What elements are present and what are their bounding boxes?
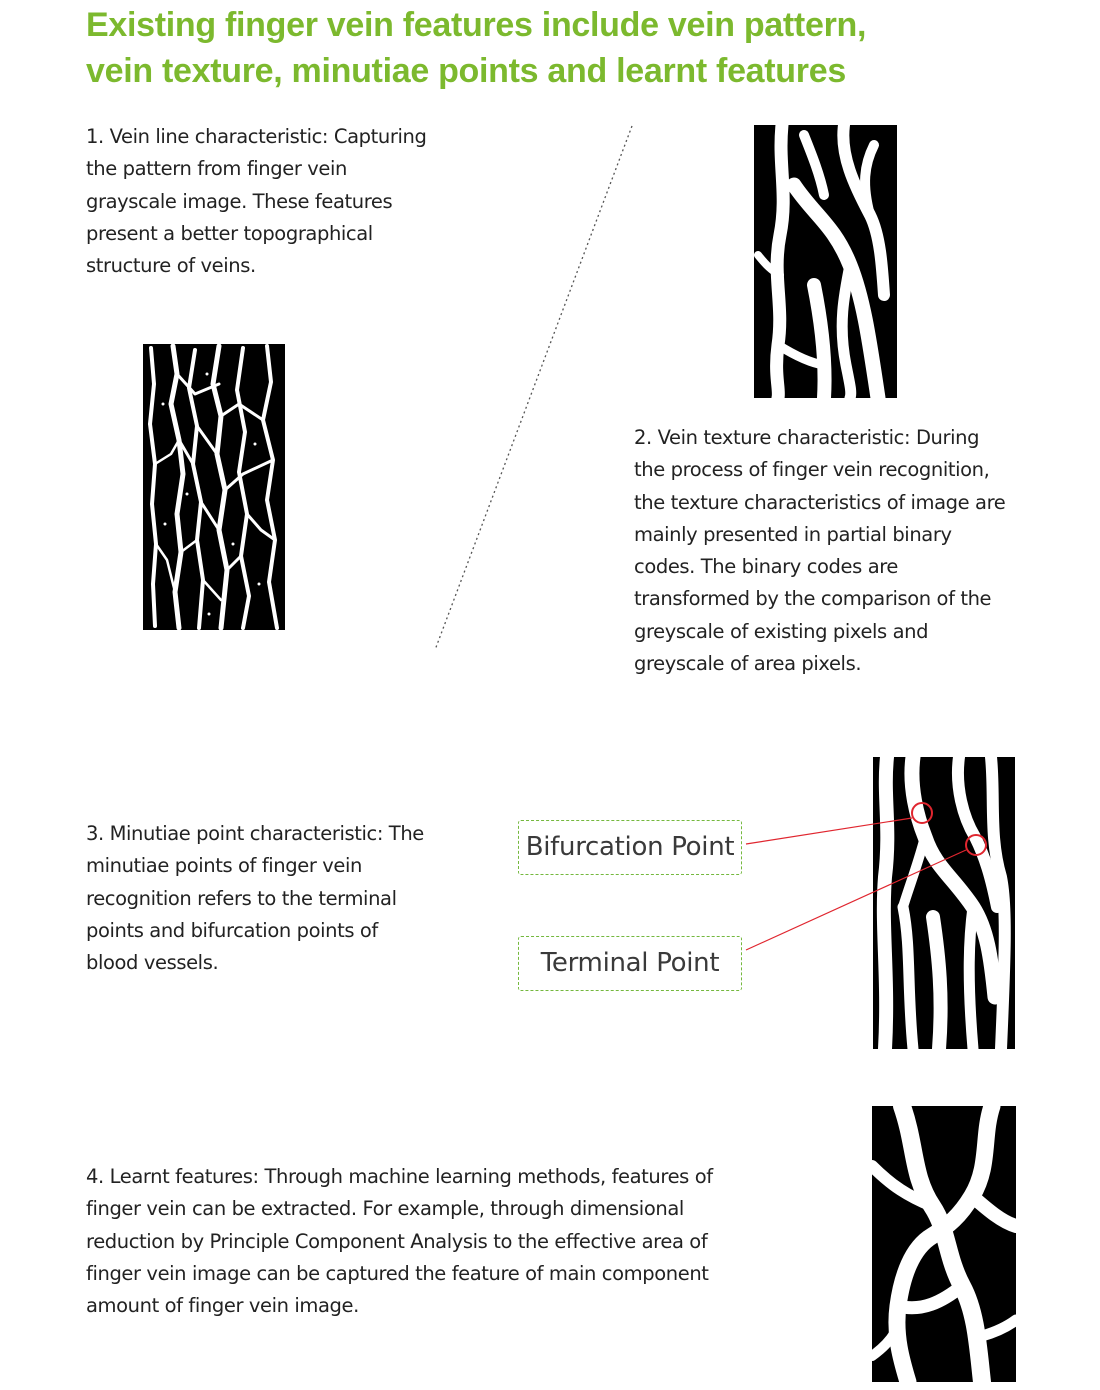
- text-line: 3. Minutiae point characteristic: The: [86, 822, 424, 845]
- text-line: points and bifurcation points of: [86, 918, 378, 942]
- text-line: the pattern from finger vein: [86, 157, 347, 181]
- page-title: [86, 2, 1046, 94]
- text-line: 4. Learnt features: Through machine learning methods, features of: [86, 1165, 713, 1188]
- text-line: the texture characteristics of image are: [634, 490, 1006, 514]
- terminal-point-label: Terminal Point: [518, 936, 742, 991]
- bifurcation-point-label: Bifurcation Point: [518, 820, 742, 875]
- text-line: present a better topographical: [86, 221, 373, 245]
- title-line-2: vein texture, minutiae points and learnt features: [86, 52, 846, 90]
- vein-line-description: [86, 121, 426, 282]
- text-line: 2. Vein texture characteristic: During: [634, 426, 980, 449]
- text-line: mainly presented in partial binary: [634, 522, 952, 546]
- text-line: 1. Vein line characteristic: Capturing: [86, 125, 427, 148]
- text-line: finger vein can be extracted. For example, through dimensional: [86, 1197, 684, 1221]
- text-line: blood vessels.: [86, 951, 219, 975]
- text-line: reduction by Principle Component Analysis to the effective area of: [86, 1229, 708, 1253]
- diagonal-dotted-divider: [435, 126, 632, 650]
- text-line: grayscale image. These features: [86, 189, 393, 213]
- text-line: codes. The binary codes are: [634, 555, 899, 579]
- text-line: greyscale of existing pixels and: [634, 619, 929, 643]
- text-line: amount of finger vein image.: [86, 1294, 359, 1318]
- text-line: minutiae points of finger vein: [86, 854, 362, 878]
- learnt-features-image: [872, 1106, 1016, 1382]
- vein-texture-description: [634, 422, 1005, 680]
- vein-pattern-image: [143, 344, 285, 630]
- text-line: greyscale of area pixels.: [634, 652, 862, 676]
- text-line: the process of finger vein recognition,: [634, 458, 990, 482]
- text-line: transformed by the comparison of the: [634, 587, 992, 611]
- title-line-1: Existing finger vein features include vein pattern,: [86, 6, 867, 44]
- minutiae-description: [86, 818, 424, 979]
- text-line: recognition refers to the terminal: [86, 886, 397, 910]
- text-line: finger vein image can be captured the feature of main component: [86, 1261, 709, 1285]
- vein-texture-image: [754, 125, 897, 398]
- learnt-features-description: [86, 1161, 713, 1322]
- minutiae-image: [873, 757, 1015, 1049]
- text-line: structure of veins.: [86, 254, 256, 278]
